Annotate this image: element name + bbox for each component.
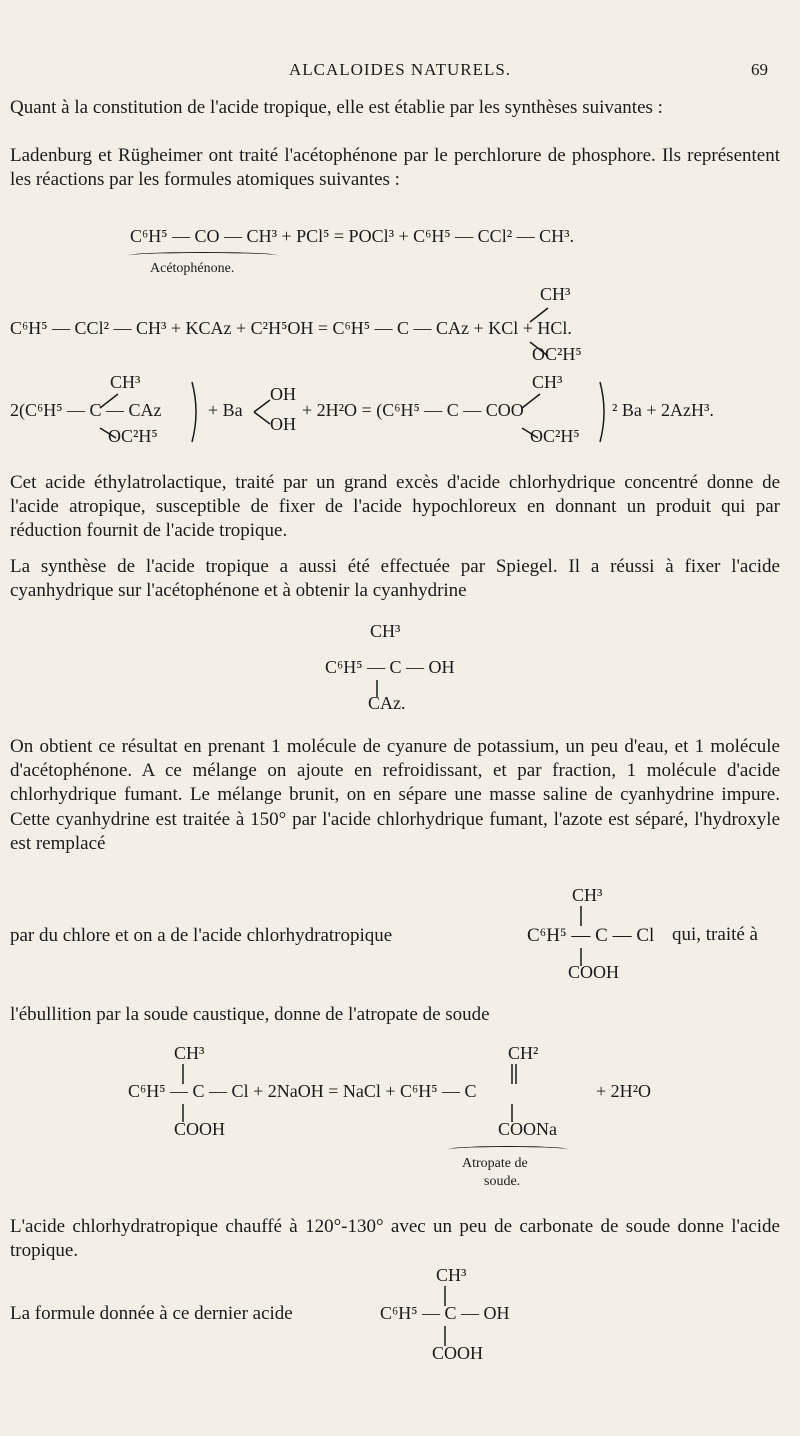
reaction-top-left-group: CH³ (174, 1043, 205, 1063)
running-header: ALCALOIDES NATURELS. (288, 60, 512, 79)
formula-3-oh-bottom: OH (270, 414, 296, 434)
formula-3-left-bottom-group: OC²H⁵ (108, 426, 158, 446)
bond-f2-down (530, 342, 548, 356)
page-number: 69 (751, 60, 768, 79)
formula-2-top-group: CH³ (540, 284, 571, 304)
caption-atropate-1: Atropate de (462, 1156, 528, 1171)
bond-ba-down (254, 412, 270, 424)
bond-f2-up (530, 308, 548, 322)
formula-3-oh-top: OH (270, 384, 296, 404)
formula-3-baryta: + Ba (208, 400, 243, 420)
paragraph-chlore-end: qui, traité à (672, 924, 758, 945)
cyanhydrine-main: C⁶H⁵ — C — OH (325, 657, 455, 677)
paren-f3-right (600, 382, 604, 442)
bond-f3r-down (522, 428, 538, 438)
bond-f3l-down (100, 428, 116, 438)
cyanhydrine-top-group: CH³ (370, 621, 401, 641)
paragraph-ethylatrolactique: Cet acide éthylatrolactique, traité par un grand excès d'acide chlorhydrique concentré donne de l'acide atropique, susceptible de fixer de l'acide hypochloreux en donnant un produit qui par réduction fournit de l'acide tropique. (10, 472, 780, 542)
formula-2-bottom-group: OC²H⁵ (532, 344, 582, 364)
paragraph-constitution: Quant à la constitution de l'acide tropique, elle est établie par les synthèses suivantes : (10, 97, 663, 118)
formula-3-right-top-group: CH³ (532, 372, 563, 392)
paragraph-method: On obtient ce résultat en prenant 1 molécule de cyanure de potassium, un peu d'eau, et 1 molécule d'acétophénone. A ce mélange on ajoute en refroidissant, et par fraction, 1 molécule d'acide chlorhydrique fumant. Le mélange brunit, on en sépare une masse saline de cyanhydrine impure. Cette cyanhydrine est traitée à 150° par l'acide chlorhydrique fumant, l'azote est séparé, l'hydroxyle est remplacé (10, 736, 780, 854)
tropique-main: C⁶H⁵ — C — OH (380, 1303, 510, 1323)
paragraph-formule: La formule donnée à ce dernier acide (10, 1303, 293, 1324)
reaction-end: + 2H²O (596, 1081, 652, 1101)
formula-3-left-top-group: CH³ (110, 372, 141, 392)
chlorhydratropique-top-group: CH³ (572, 885, 603, 905)
formula-3-middle: + 2H²O = (C⁶H⁵ — C — COO (302, 400, 524, 420)
bond-f3l-up (100, 394, 118, 408)
cyanhydrine-bottom-group: CAz. (368, 693, 406, 713)
caption-atropate-2: soude. (484, 1174, 521, 1189)
formula-acetophenone-pcl5: C⁶H⁵ — CO — CH³ + PCl⁵ = POCl³ + C⁶H⁵ — CCl² — CH³. (130, 226, 574, 246)
paragraph-chlore: par du chlore et on a de l'acide chlorhydratropique (10, 925, 393, 946)
caption-acetophenone: Acétophénone. (150, 261, 235, 276)
formula-3-left: 2(C⁶H⁵ — C — CAz (10, 400, 162, 420)
reaction-main: C⁶H⁵ — C — Cl + 2NaOH = NaCl + C⁶H⁵ — C (128, 1081, 477, 1101)
reaction-top-right-group: CH² (508, 1043, 539, 1063)
reaction-bottom-left-group: COOH (174, 1119, 226, 1139)
paragraph-ladenburg: Ladenburg et Rügheimer ont traité l'acétophénone par le perchlorure de phosphore. Ils représentent les réactions par les formules atomiques suivantes : (10, 145, 780, 191)
reaction-bottom-right-group: COONa (498, 1119, 557, 1139)
chlorhydratropique-bottom-group: COOH (568, 962, 620, 982)
tropique-top-group: CH³ (436, 1265, 467, 1285)
paragraph-carbonate: L'acide chlorhydratropique chauffé à 120°-130° avec un peu de carbonate de soude donne l'acide tropique. (10, 1216, 780, 1262)
bond-f3r-up (522, 394, 540, 408)
chlorhydratropique-main: C⁶H⁵ — C — Cl (527, 925, 655, 946)
paragraph-ebullition: l'ébullition par la soude caustique, donne de l'atropate de soude (10, 1004, 490, 1025)
formula-3-right-bottom-group: OC²H⁵ (530, 426, 580, 446)
formula-ethylatrolactique-nitrile: C⁶H⁵ — CCl² — CH³ + KCAz + C²H⁵OH = C⁶H⁵ — C — CAz + KCl + HCl. (10, 318, 572, 338)
bond-ba-up (254, 400, 270, 412)
paren-f3-left (192, 382, 196, 442)
tropique-bottom-group: COOH (432, 1343, 484, 1363)
formula-3-end: ² Ba + 2AzH³. (612, 400, 714, 420)
paragraph-spiegel: La synthèse de l'acide tropique a aussi été effectuée par Spiegel. Il a réussi à fixer l'acide cyanhydrique sur l'acétophénone et à obtenir la cyanhydrine (10, 556, 780, 602)
